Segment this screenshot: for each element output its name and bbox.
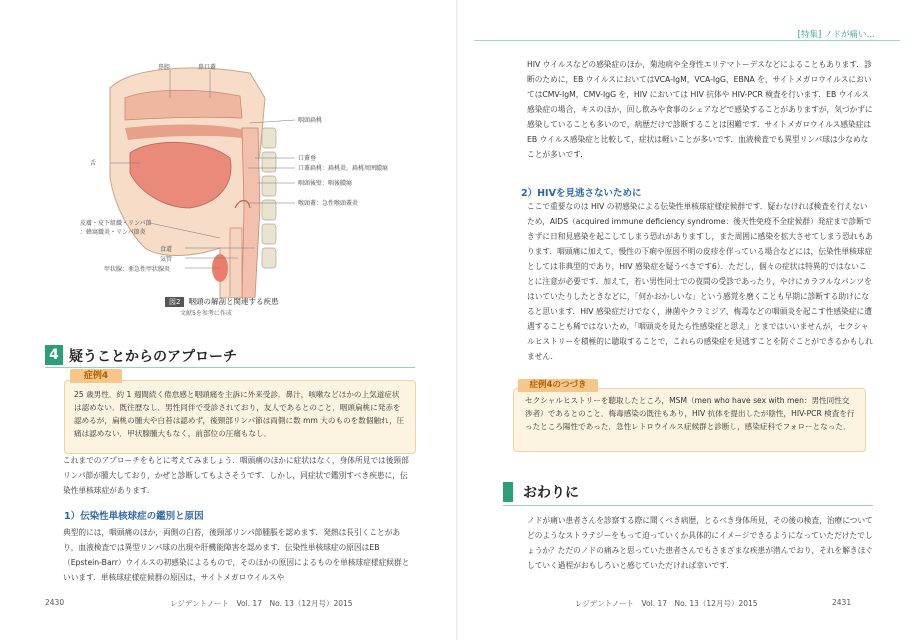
label-cervical-node: ：蜂窩織炎・リンパ節炎 — [80, 229, 146, 236]
left-page-number: 2430 — [45, 598, 65, 607]
header-tag-text: ノドが痛い… — [823, 30, 875, 40]
figure-caption-text: 咽頭の解剖と関連する疾患 — [188, 297, 279, 306]
anatomy-illustration — [70, 58, 415, 298]
right-page-number: 2431 — [832, 598, 852, 607]
figure-source: 文献5を参考に作成 — [180, 310, 232, 317]
section-number: 4 — [45, 345, 63, 365]
left-paragraph-1: これまでのアプローチをもとに考えてみましょう．咽頭痛のほかに症状はなく，身体所見では後頸部リンパ節が腫大しており，かぜと診断してもよさそうです．しかし，同症状で鑑別すべき疾患に，伝染性単核球症があります． — [63, 456, 409, 495]
right-paragraph-2: ここで重要なのは HIV の初感染による伝染性単核球症様症候群です．疑わなければ検査を行えないため，AIDS（acquired immune deficiency syndrome：後天性免疫不全症候群）発症まで診断できずに日和見感染を起こしてしまう恐れがありますし，また周囲に感染を拡大させてしまう恐れもあります．咽頭痛に加えて，慢性の下痢や原因不明の皮疹を伴っている場合などには，伝染性単核球症としては非典型的であり，HIV 感染症を疑うべきです6）．ただし，個々の症状は特異的ではないことに注意が必要です．加えて，若い男性同士での夜間の受診であったり，やけにカラフルなパンツをはいていたりしたときなどに，「何かおかしいな」という感覚を磨くことも早期に診断する助けになると思います．HIV 感染症だけでなく，淋菌やクラミジア，梅毒などの咽頭炎を起こす性感染症に遭遇することも稀ではないため，「咽頭炎を見たら性感染症と思え」とまではいいませんが，セクシャルヒストリーを積極的に聴取することで，これらの感染症を見逃すことを防ぐことができるかもしれません． — [527, 202, 873, 361]
label-oral-top: 鼻口蓋 — [198, 64, 217, 71]
left-paragraph-2: 典型的には，咽頭痛のほか，両側の白苔，後頸部リンパ節腫脹を認めます．発熱は長引くことがあり，血液検査では異型リンパ球の出現や肝機能障害を認めます．伝染性単核球症の原因はEB（Epstein-Barr）ウイルスの初感染によるもので，そのほかの原因によるものを単核球症様症候群といいます．単核球症様症候群の原因は，サイトメガロウイルスや — [63, 528, 410, 582]
subheading-1: 1）伝染性単核球症の鑑別と原因 — [64, 511, 204, 522]
header-rule — [474, 40, 900, 41]
figure-caption — [165, 296, 278, 307]
conclusion-title: おわりに — [523, 485, 579, 501]
label-uvula: 口蓋垂 — [298, 155, 317, 162]
conclusion-rule — [503, 505, 873, 506]
label-epiglottis: 喉頭蓋：急性喉頭蓋炎 — [298, 200, 359, 207]
label-pharyngeal-wall: 咽頭後壁：咽後膿瘍 — [298, 180, 353, 187]
label-pharyngeal-tonsil: 咽頭扁桃 — [298, 117, 323, 124]
right-journal-footer: レジデントノート Vol. 17 No. 13（12月号）2015 — [575, 599, 758, 608]
gutter — [456, 0, 458, 640]
case4-follow-label: 症例4のつづき — [518, 379, 598, 392]
left-journal-footer: レジデントノート Vol. 17 No. 13（12月号）2015 — [170, 599, 353, 608]
vertebrae — [262, 128, 276, 268]
header-tag-bracket: [特集] — [797, 30, 822, 40]
header-tag — [798, 28, 875, 40]
label-nasal-cavity: 鼻腔 — [158, 64, 171, 71]
case4-label: 症例4 — [70, 369, 122, 383]
label-trachea: 気管 — [160, 256, 173, 263]
section-rule — [45, 367, 415, 368]
case4-follow-text: セクシャルヒストリーを聴取したところ，MSM（men who have sex with men：男性同性交渉者）であるとのこと．梅毒感染の既往もあり，HIV 抗体を提出したが陰性，HIV-PCR 検査を行ったところ陽性であった．急性レトロウイルス症候群と診断し，感染症科でフォローとなった． — [525, 396, 855, 431]
nasal-cavity-shape — [125, 90, 242, 120]
section-title: 疑うことからのアプローチ — [69, 349, 237, 365]
figure-number: 図2 — [165, 297, 184, 307]
conclusion-heading — [503, 480, 873, 504]
anatomy-figure — [70, 58, 415, 298]
right-paragraph-1: HIV ウイルスなどの感染症のほか，菊池病や全身性エリテマトーデスなどによることもあります．診断のために，EB ウイルスにおいてはVCA-IgM，VCA-IgG，EBNA を，サイトメガロウイルスにおいてはCMV-IgM，CMV-IgG を，HIV においては HIV 抗体や HIV-PCR 検査を行います．EB ウイルス感染症の場合，キスのほか，回し飲みや食事のシェアなどで感染することがありますが，気づかずに感染していることも多いので，病歴だけで診断することは困難です．サイトメガロウイルス感染症は EB ウイルス感染症と比較して，症状は軽いことが多いです．血液検査でも異型リンパ球は少なめなことが多いです． — [527, 60, 873, 159]
conclusion-paragraph: ノドが痛い患者さんを診察する際に聞くべき病歴，とるべき身体所見，その後の検査，治療についてどのようなストラテジーをもって迫っていくか具体的にイメージできるようになっていただけたでしょうか？ただのノドの痛みと思っていた患者さんでもさまざまな疾患が潜んでおり，それを解きほぐしていく過程がおもしろいと感じていただければ幸いです． — [527, 516, 873, 570]
label-tongue: 舌 — [90, 160, 97, 167]
conclusion-bar — [503, 482, 513, 502]
label-palatine-tonsil: 口蓋扁桃：扁桃炎，扁桃周囲膿瘍 — [298, 165, 389, 172]
case4-text: 25 歳男性．約 1 週間続く倦怠感と咽頭痛を主訴に外来受診．鼻汁，咳嗽などほかの上気道症状は認めない．既往歴なし．男性同伴で受診されており，友人であるとのこと．咽頭扁桃に発赤を認めるが，扁桃の腫大や白苔は認めず，後頸部リンパ節は両側に数 mm 大のものを数個触れ，圧痛は認めない．甲状腺腫大もなく，前部位の圧痛もなし． — [74, 390, 405, 438]
section-4-heading — [45, 345, 415, 365]
label-skin: 皮膚・皮下組織・リンパ節 — [80, 220, 152, 227]
label-thyroid: 甲状腺：亜急性甲状腺炎 — [104, 266, 171, 273]
subheading-2: 2）HIVを見逃さないために — [521, 188, 642, 199]
trachea-shape — [230, 228, 242, 298]
pharynx-shape — [242, 128, 260, 298]
label-esophagus: 食道 — [160, 246, 173, 253]
